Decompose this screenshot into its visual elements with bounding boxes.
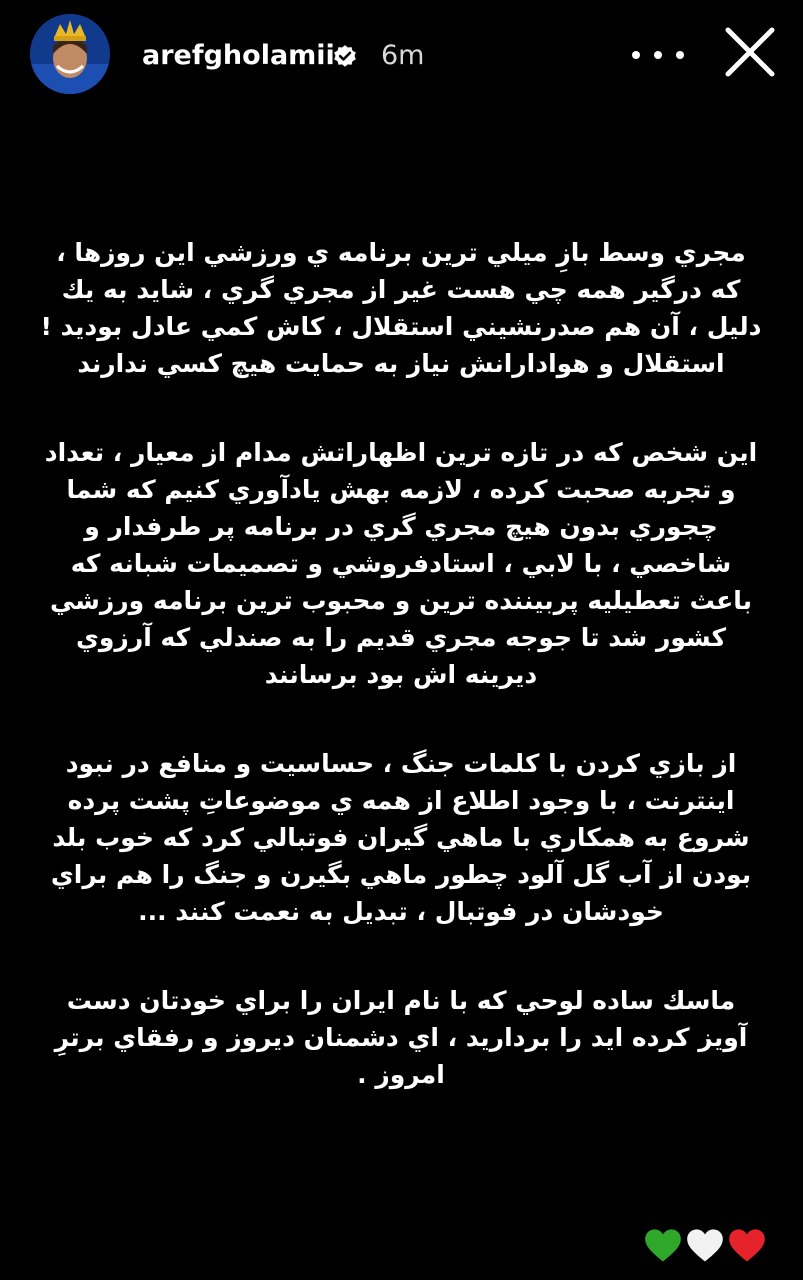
story-paragraph: از بازي كردن با كلمات جنگ ، حساسيت و منافع در نبود اينترنت ، با وجود اطلاع از همه ي موضوعاتِ پشت پرده شروع به همكاري با ماهي گيران فوتبالي كرد كه خوب بلد بودن از آب گل آلود چطور ماهي بگيرن و جنگ را هم براي خودشان در فوتبال ، تبديل به نعمت كنند ... bbox=[50, 749, 752, 926]
dot bbox=[676, 51, 684, 59]
username[interactable]: arefgholamii bbox=[142, 40, 335, 71]
close-icon[interactable] bbox=[722, 24, 778, 80]
story-paragraph: ماسك ساده لوحي كه با نام ايران را براي خودتان دست آويز كرده ايد را برداريد ، اي دشمنان ديروز و رفقاي برترِ امروز . bbox=[54, 986, 748, 1089]
dot bbox=[654, 51, 662, 59]
more-options-icon[interactable] bbox=[632, 42, 684, 68]
story-text bbox=[40, 234, 762, 1145]
story-header bbox=[0, 0, 803, 120]
red-heart-icon bbox=[728, 1228, 766, 1264]
heart-reactions bbox=[644, 1228, 770, 1268]
avatar[interactable] bbox=[30, 14, 110, 94]
post-time: 6m bbox=[381, 40, 425, 71]
avatar-image bbox=[30, 14, 110, 94]
green-heart-icon bbox=[644, 1228, 682, 1264]
dot bbox=[632, 51, 640, 59]
story-paragraph: اين شخص كه در تازه ترين اظهاراتش مدام از معيار ، تعداد و تجربه صحبت كرده ، لازمه بهش يادآوري كنيم كه شما چجوري بدون هيچ مجري گري در برنامه پر طرفدار و شاخصي ، با لابي ، استادفروشي و تصميمات شبانه كه باعث تعطيليه پربيننده ترين و محبوب ترين برنامه ورزشي كشور شد تا جوجه مجري قديم را به صندلي كه آرزوي ديرينه اش بود برسانند bbox=[44, 438, 758, 689]
story-paragraph: مجري وسط بازِ ميلي ترين برنامه ي ورزشي اين روزها ، كه درگير همه چي هست غير از مجري گري ، شايد به يك دليل ، آن هم صدرنشيني استقلال ، كاش كمي عادل بوديد ! استقلال و هوادارانش نياز به حمايت هيچ كسي ندارند bbox=[40, 238, 762, 378]
white-heart-icon bbox=[686, 1228, 724, 1264]
verified-badge-icon bbox=[332, 44, 358, 70]
